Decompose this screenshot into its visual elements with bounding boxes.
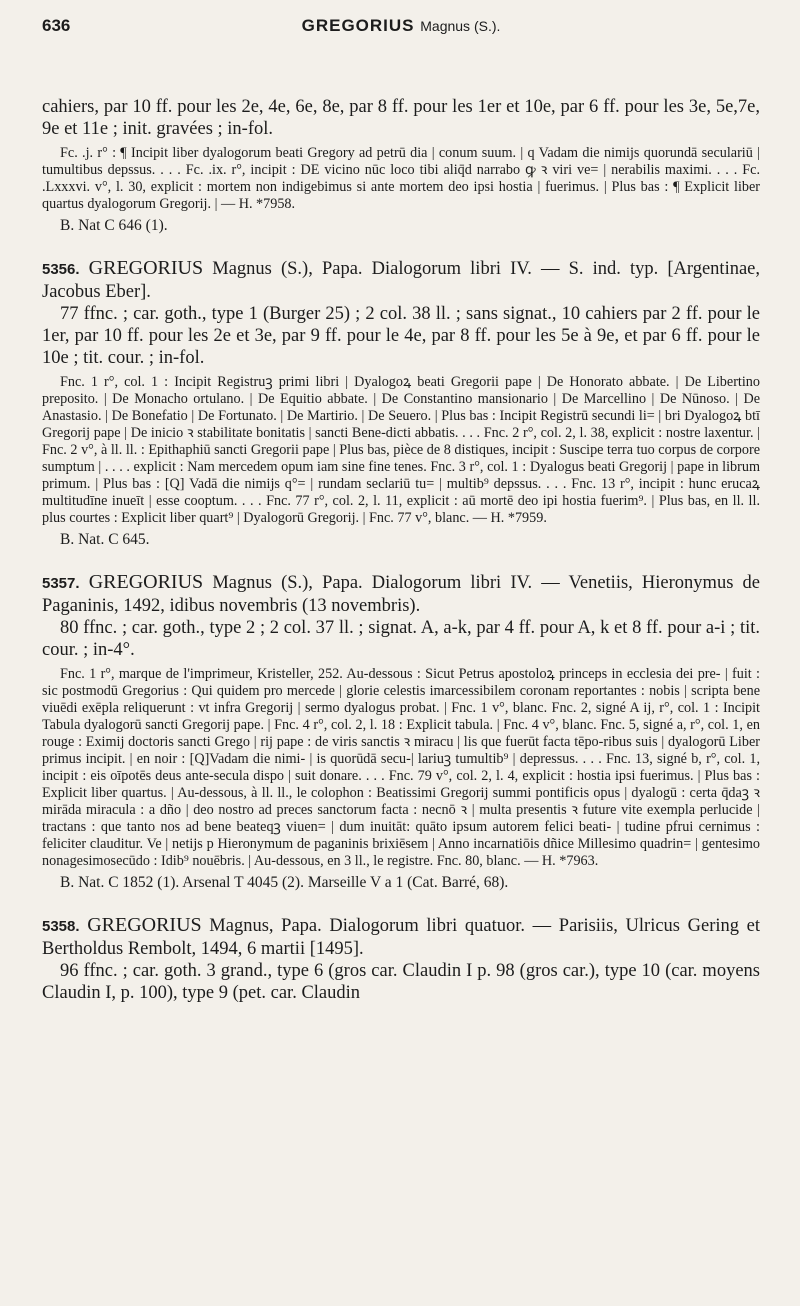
entry-description: 80 ffnc. ; car. goth., type 2 ; 2 col. 37 ll. ; signat. A, a-k, par 4 ff. pour A, k et 8 ff. pour a-i ; tit. cour. ; in-4°. — [42, 618, 760, 660]
entry-number: 5357. — [42, 575, 80, 592]
running-title-main: GREGORIUS — [301, 16, 415, 35]
entry-notes: Fnc. 1 r°, marque de l'imprimeur, Kristeller, 252. Au-dessous : Sicut Petrus apostoloꝝ princeps in ecclesia dei pre- | fuit : sic postmodū Gregorius : Qui quidem pro mercede | glorie celestis imarcessibilem coronam reportantes : nobis | scripta bene viuēdi exēpla reliquerunt : vt infra Gregorij | sermo dyalogus probat. | Fnc. 1 v°, blanc. Fnc. 2, signé A ij, r°, col. 1 : Incipit Tabula dyalogorū sancti Gregorij pape. | Fnc. 4 r°, col. 2, l. 18 : Explicit tabula. | Fnc. 4 v°, blanc. Fnc. 5, signé a, r°, col. 1, en rouge : Eximij doctoris sancti Grego | rij pape : de viris sanctis ꝛ miracu | lis que fuerūt facta tēpo-ribus suis | dyalogorū Liber primus incipit. | en noir : [Q]Vadam die nimi- | is quorūdā secu-| lariuꝫ tumultib⁹ | depressus. . . . Fnc. 13, signé b, r°, col. 1, incipit : eis oīpotēs deus ante-secula dispo | suit donare. . . . Fnc. 79 v°, col. 2, l. 4, explicit : hostia ipsi fuerimus. | Plus bas : Explicit liber quartus. | Au-dessous, à ll. ll., le colophon : Beatissimi Gregorij summi pontificis opus | dyalogū : certa q̄daꝫ ꝛ mirāda miracula : a dño | deo nostro ad preces sanctorum facta : necnō ꝛ | multa presentis ꝛ future vite exempla perlucide | tractans : que tanto nos ad bene beateqꝫ viuen= | dum inuitāt: quāto ipsum autorem felici beati- | tudine pfrui cernimus : feliciter clauditur. Ve | netijs p Hieronymum de paganinis brixiēsem | Anno incarnatiōis dñice Millesimo quadrin= | gentesimo nonagesimosecūdo : Idib⁹ nouēbris. | Au-dessous, en 3 ll., le registre. Fnc. 80, blanc. — H. *7963. — [42, 666, 760, 869]
entry-author: GREGORIUS — [88, 571, 204, 593]
page-body — [42, 96, 760, 1004]
entry-number: 5356. — [42, 261, 80, 278]
entry-heading — [42, 914, 760, 960]
continued-reference: B. Nat C 646 (1). — [60, 217, 168, 234]
running-title — [42, 16, 760, 36]
entry-author: GREGORIUS — [87, 914, 202, 936]
entry-heading — [42, 571, 760, 617]
entry-number: 5358. — [42, 918, 80, 935]
running-title-small: Magnus (S.). — [420, 18, 501, 34]
entry-title: Magnus (S.), Papa. Dialogorum libri IV. — S. ind. typ. [Argentinae, Jacobus Eber]. — [42, 259, 761, 302]
entry-title: Magnus, Papa. Dialogorum libri quatuor. — Parisiis, Ulricus Gering et Bertholdus Rembolt, 1494, 6 martii [1495]. — [42, 916, 760, 959]
entry-notes: Fnc. 1 r°, col. 1 : Incipit Registruꝫ primi libri | Dyalogoꝝ beati Gregorii pape | De Honorato abbate. | De Libertino preposito. | De Monacho ortulano. | De Equitio abbate. | De Constantino mansionario | De Marcellino | De Nūnoso. | De Anastasio. | De Bonefatio | De Fortunato. | De Martirio. | De Seuero. | Plus bas : Incipit Registrū secundi li= | bri Dyalogoꝝ btī Gregorij pape | De inicio ꝛ stabilitate bonitatis | sancti Bene-dicti abbatis. . . . Fnc. 2 r°, col. 2, l. 38, explicit : nostre laxentur. | Fnc. 2 v°, à ll. ll. : Epithaphiū sancti Gregorii pape | Plus bas, pièce de 8 distiques, incipit : Suscipe terra tuo corpus de corpore sumptum | . . . . explicit : Nam mercedem opum iam sine fine tenes. Fnc. 3 r°, col. 1 : Dyalogus beati Gregorij | pape in librum primum. | Plus bas : [Q] Vadā die nimijs q°= | rundam seclariū tu= | multib⁹ depssus. . . . Fnc. 13 r°, incipit : hunc erucaꝝ multitudīne inueīt | esse cooptum. . . . Fnc. 77 r°, col. 2, l. 11, explicit : aū mortē deo ipi hostia fuerim⁹. | Plus bas, en ll. ll. plus courtes : Explicit liber quart⁹ | Dyalogorū Gregorij. | Fnc. 77 v°, blanc. — H. *7959. — [42, 374, 760, 526]
entry-description: 77 ffnc. ; car. goth., type 1 (Burger 25) ; 2 col. 38 ll. ; sans signat., 10 cahiers par 2 ff. pour le 1er, par 10 ff. pour les 2e et 3e, par 9 ff. pour le 4e, par 8 ff. pour les 5e à 9e, et par 6 ff. pour le 10e ; tit. cour. ; in-fol. — [42, 304, 760, 368]
continued-notes: Fc. .j. r° : ¶ Incipit liber dyalogorum beati Gregory ad petrū dia | conum suum. | q Vadam die nimijs quorundā seculariū | tumultibus depssus. . . . Fc. .ix. r°, incipit : DE vicino nūc loco tibi aliq̄d narrabo ꝙ ꝛ viri ve= | nerabilis maximi. . . . Fc. .Lxxxvi. v°, l. 30, explicit : mortem non indigebimus si ante mortem deo ipsi hostia | fuerimus. | Plus bas : ¶ Explicit liber quartus dyalogorum Gregorij. | — H. *7958. — [42, 145, 760, 212]
entry-heading — [42, 257, 760, 303]
entry-5357 — [42, 571, 760, 893]
running-header — [42, 14, 760, 44]
entry-reference: B. Nat. C 645. — [60, 531, 150, 548]
entry-5356 — [42, 257, 760, 550]
entry-5358 — [42, 914, 760, 1004]
page-number: 636 — [42, 16, 71, 35]
entry-title: Magnus (S.), Papa. Dialogorum libri IV. — Venetiis, Hieronymus de Paganinis, 1492, idibus novembris (13 novembris). — [42, 573, 761, 616]
entry-author: GREGORIUS — [88, 257, 204, 279]
continued-description: cahiers, par 10 ff. pour les 2e, 4e, 6e, 8e, par 8 ff. pour les 1er et 10e, par 6 ff. pour les 3e, 5e,7e, 9e et 11e ; init. gravées ; in-fol. — [42, 97, 760, 139]
entry-description: 96 ffnc. ; car. goth. 3 grand., type 6 (gros car. Claudin I p. 98 (gros car.), type 10 (car. moyens Claudin I, p. 100), type 9 (pet. car. Claudin — [42, 961, 760, 1003]
entry-reference: B. Nat. C 1852 (1). Arsenal T 4045 (2). Marseille V a 1 (Cat. Barré, 68). — [60, 874, 509, 891]
